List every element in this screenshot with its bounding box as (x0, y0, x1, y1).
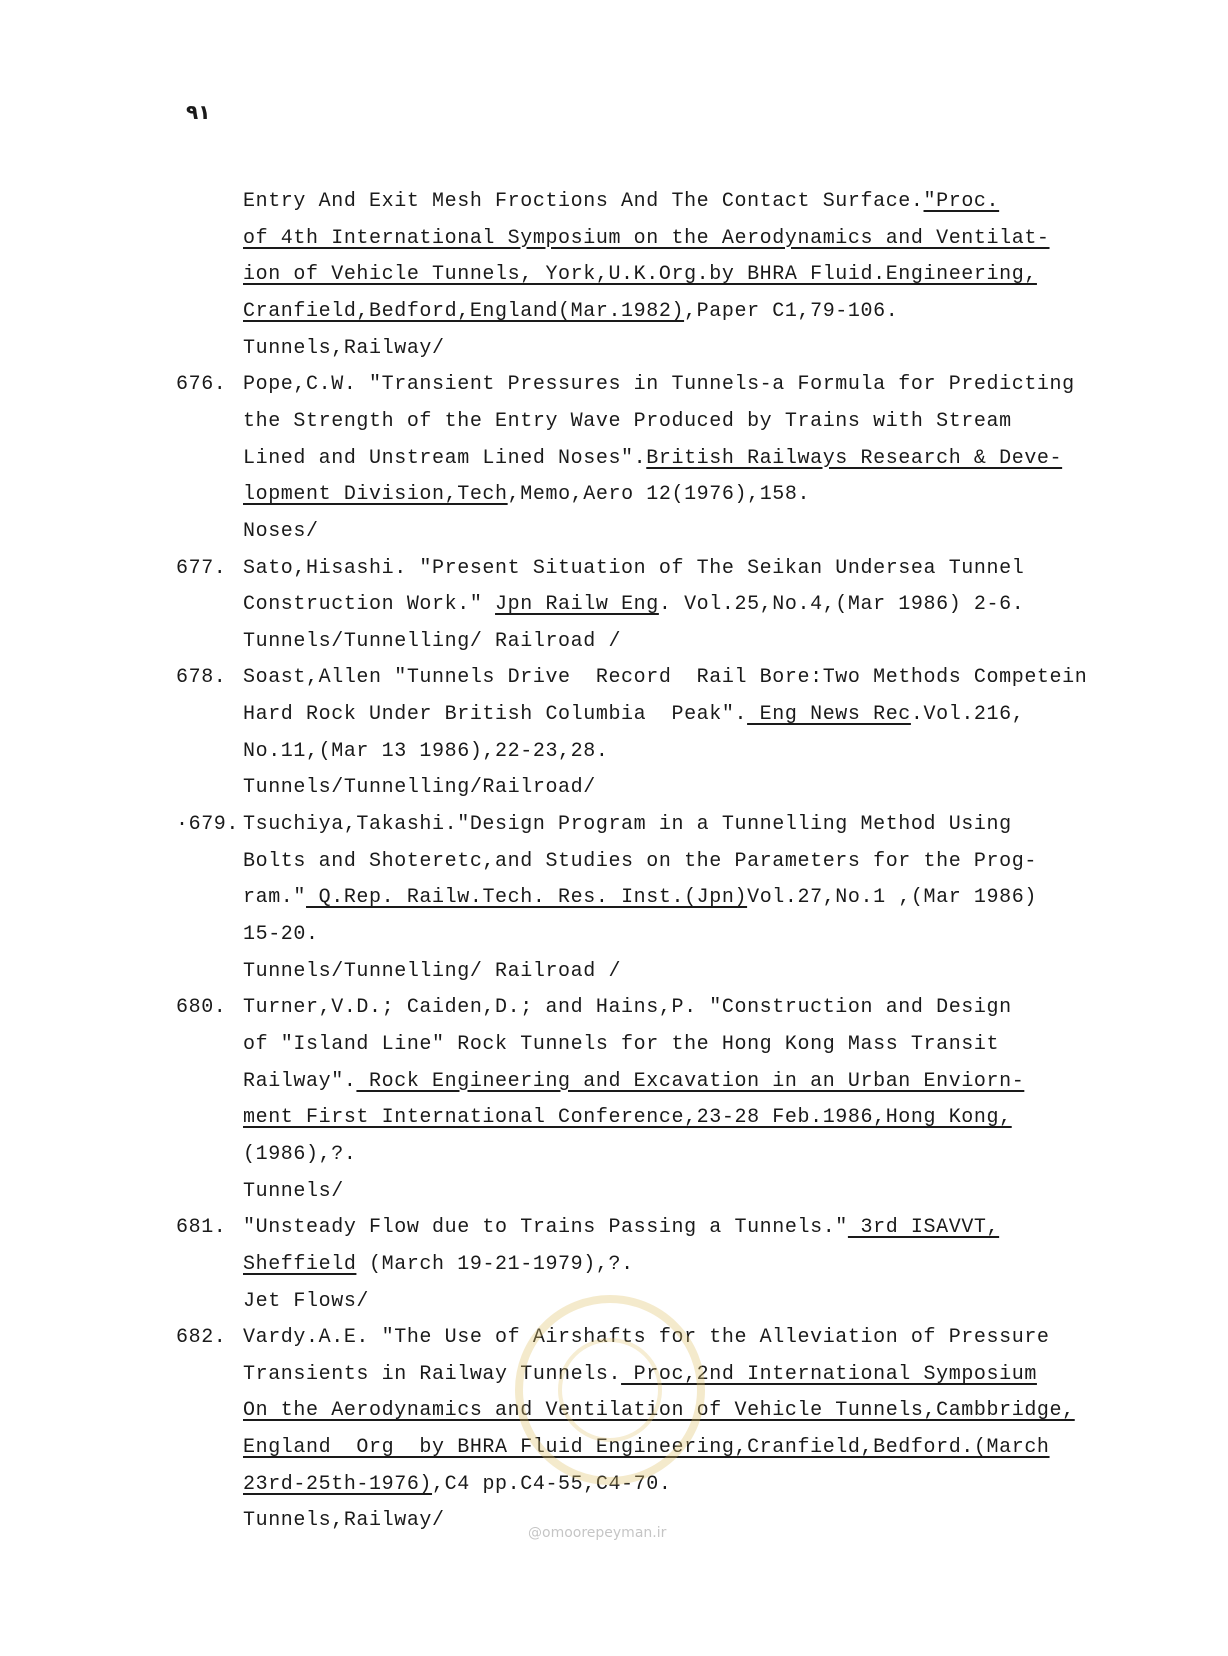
text-line (243, 813, 1123, 837)
text-line (243, 740, 1123, 764)
text-segment: Construction Work." (243, 593, 496, 617)
text-line (243, 630, 1123, 654)
entry-number: 676. (176, 373, 227, 397)
text-segment: ,C4 pp.C4-55,C4-70. (432, 1472, 672, 1496)
underlined-text-segment: Proc,2nd International Symposium (621, 1362, 1037, 1386)
text-segment: No.11,(Mar 13 1986),22-23,28. (243, 739, 609, 763)
text-segment: Tunnels/Tunnelling/ Railroad / (243, 959, 622, 983)
text-line (243, 593, 1123, 617)
text-segment: Hard Rock Under British Columbia Peak". (243, 703, 748, 727)
text-line (243, 227, 1123, 251)
text-segment: . Vol.25,No.4,(Mar 1986) 2-6. (658, 593, 1025, 617)
text-segment: 15-20. (243, 923, 319, 946)
text-line (243, 1143, 1123, 1167)
text-line (243, 300, 1123, 324)
text-line (243, 1290, 1123, 1314)
underlined-text-segment: ion of Vehicle Tunnels, York,U.K.Org.by BHRA Fluid.Engineering, (243, 263, 1037, 287)
text-segment: Transients in Railway Tunnels. (243, 1362, 622, 1386)
entry-number: 681. (176, 1216, 227, 1240)
text-line (243, 1033, 1123, 1057)
text-line (243, 886, 1123, 910)
watermark-logo-inner (558, 1338, 662, 1442)
text-segment: (1986),?. (243, 1142, 357, 1166)
text-segment: Vardy.A.E. "The Use of Airshafts for the Alleviation of Pressure (243, 1326, 1050, 1350)
text-segment: Lined and Unstream Lined Noses". (243, 446, 647, 470)
underlined-text-segment: British Railways Research & Deve- (646, 446, 1063, 470)
text-line (243, 850, 1123, 874)
watermark-logo (515, 1295, 705, 1485)
underlined-text-segment: England Org by BHRA Fluid Engineering,Cranfield,Bedford.(March (243, 1436, 1050, 1460)
entry-number: 677. (176, 556, 227, 580)
text-line (243, 337, 1123, 361)
text-segment: Vol.27,No.1 ,(Mar 1986) (747, 886, 1037, 910)
underlined-text-segment: Cranfield,Bedford,England(Mar.1982) (243, 299, 685, 323)
text-line (243, 1253, 1123, 1277)
text-segment: Entry And Exit Mesh Froctions And The Contact Surface. (243, 190, 924, 213)
text-line (243, 923, 1123, 947)
underlined-text-segment: On the Aerodynamics and Ventilation of Vehicle Tunnels,Cambbridge, (243, 1399, 1075, 1423)
underlined-text-segment: 3rd ISAVVT, (847, 1216, 1000, 1240)
text-line (243, 703, 1123, 727)
watermark-text: @omoorepeyman.ir (528, 1525, 667, 1541)
underlined-text-segment: lopment Division,Tech (243, 483, 508, 507)
underlined-text-segment: Sheffield (243, 1252, 357, 1276)
text-segment: Jet Flows/ (243, 1289, 370, 1313)
text-segment: .Vol.216, (910, 703, 1025, 727)
text-line (243, 1106, 1123, 1130)
text-line (243, 666, 1123, 690)
entry-number: 682. (176, 1326, 227, 1350)
text-segment: "Unsteady Flow due to Trains Passing a Tunnels." (243, 1216, 848, 1240)
text-segment: Tsuchiya,Takashi."Design Program in a Tunnelling Method Using (243, 813, 1012, 837)
entry-number: 680. (176, 996, 227, 1020)
text-segment: Tunnels/Tunnelling/Railroad/ (243, 776, 596, 800)
text-segment: Tunnels,Railway/ (243, 336, 445, 360)
text-line (243, 1216, 1123, 1240)
text-line (243, 1473, 1123, 1497)
text-line (243, 373, 1123, 397)
underlined-text-segment: Jpn Railw Eng (495, 593, 659, 617)
page-number: ٩١ (186, 100, 211, 124)
underlined-text-segment: Q.Rep. Railw.Tech. Res. Inst.(Jpn) (306, 886, 748, 910)
text-line (243, 190, 1123, 214)
underlined-text-segment: Eng News Rec (747, 703, 911, 727)
text-segment: Tunnels,Railway/ (243, 1509, 445, 1533)
text-segment: Railway". (243, 1069, 357, 1093)
text-segment: Soast,Allen "Tunnels Drive Record Rail Bore:Two Methods Competein (243, 666, 1088, 690)
text-line (243, 960, 1123, 984)
text-segment: ,Paper C1,79-106. (684, 299, 899, 323)
text-line (243, 1509, 1123, 1533)
text-line (243, 520, 1123, 544)
text-segment: ram." (243, 886, 307, 910)
text-segment: the Strength of the Entry Wave Produced by Trains with Stream (243, 409, 1012, 433)
text-segment: Turner,V.D.; Caiden,D.; and Hains,P. "Construction and Design (243, 996, 1012, 1020)
entry-number: ·679. (176, 813, 240, 837)
text-segment: ,Memo,Aero 12(1976),158. (507, 483, 811, 507)
text-segment: Sato,Hisashi. "Present Situation of The Seikan Undersea Tunnel (243, 556, 1025, 580)
text-line (243, 410, 1123, 434)
text-line (243, 996, 1123, 1020)
underlined-text-segment: of 4th International Symposium on the Aerodynamics and Ventilat- (243, 226, 1050, 250)
text-line (243, 483, 1123, 507)
text-segment: Pope,C.W. "Transient Pressures in Tunnels-a Formula for Predicting (243, 373, 1075, 397)
text-line (243, 447, 1123, 471)
text-line (243, 557, 1123, 581)
text-line (243, 1070, 1123, 1094)
text-segment: Noses/ (243, 519, 319, 543)
underlined-text-segment: Rock Engineering and Excavation in an Urban Enviorn- (356, 1069, 1025, 1093)
text-segment: Tunnels/ (243, 1179, 344, 1203)
entry-number: 678. (176, 666, 227, 690)
underlined-text-segment: "Proc. (923, 190, 1000, 213)
text-segment: Bolts and Shoteretc,and Studies on the Parameters for the Prog- (243, 849, 1037, 873)
underlined-text-segment: 23rd-25th-1976) (243, 1472, 433, 1496)
text-line (243, 263, 1123, 287)
text-line (243, 776, 1123, 800)
text-line (243, 1180, 1123, 1204)
text-segment: of "Island Line" Rock Tunnels for the Hong Kong Mass Transit (243, 1032, 1000, 1056)
text-segment: Tunnels/Tunnelling/ Railroad / (243, 629, 622, 653)
text-segment: (March 19-21-1979),?. (356, 1252, 634, 1276)
underlined-text-segment: ment First International Conference,23-28 Feb.1986,Hong Kong, (243, 1106, 1012, 1130)
